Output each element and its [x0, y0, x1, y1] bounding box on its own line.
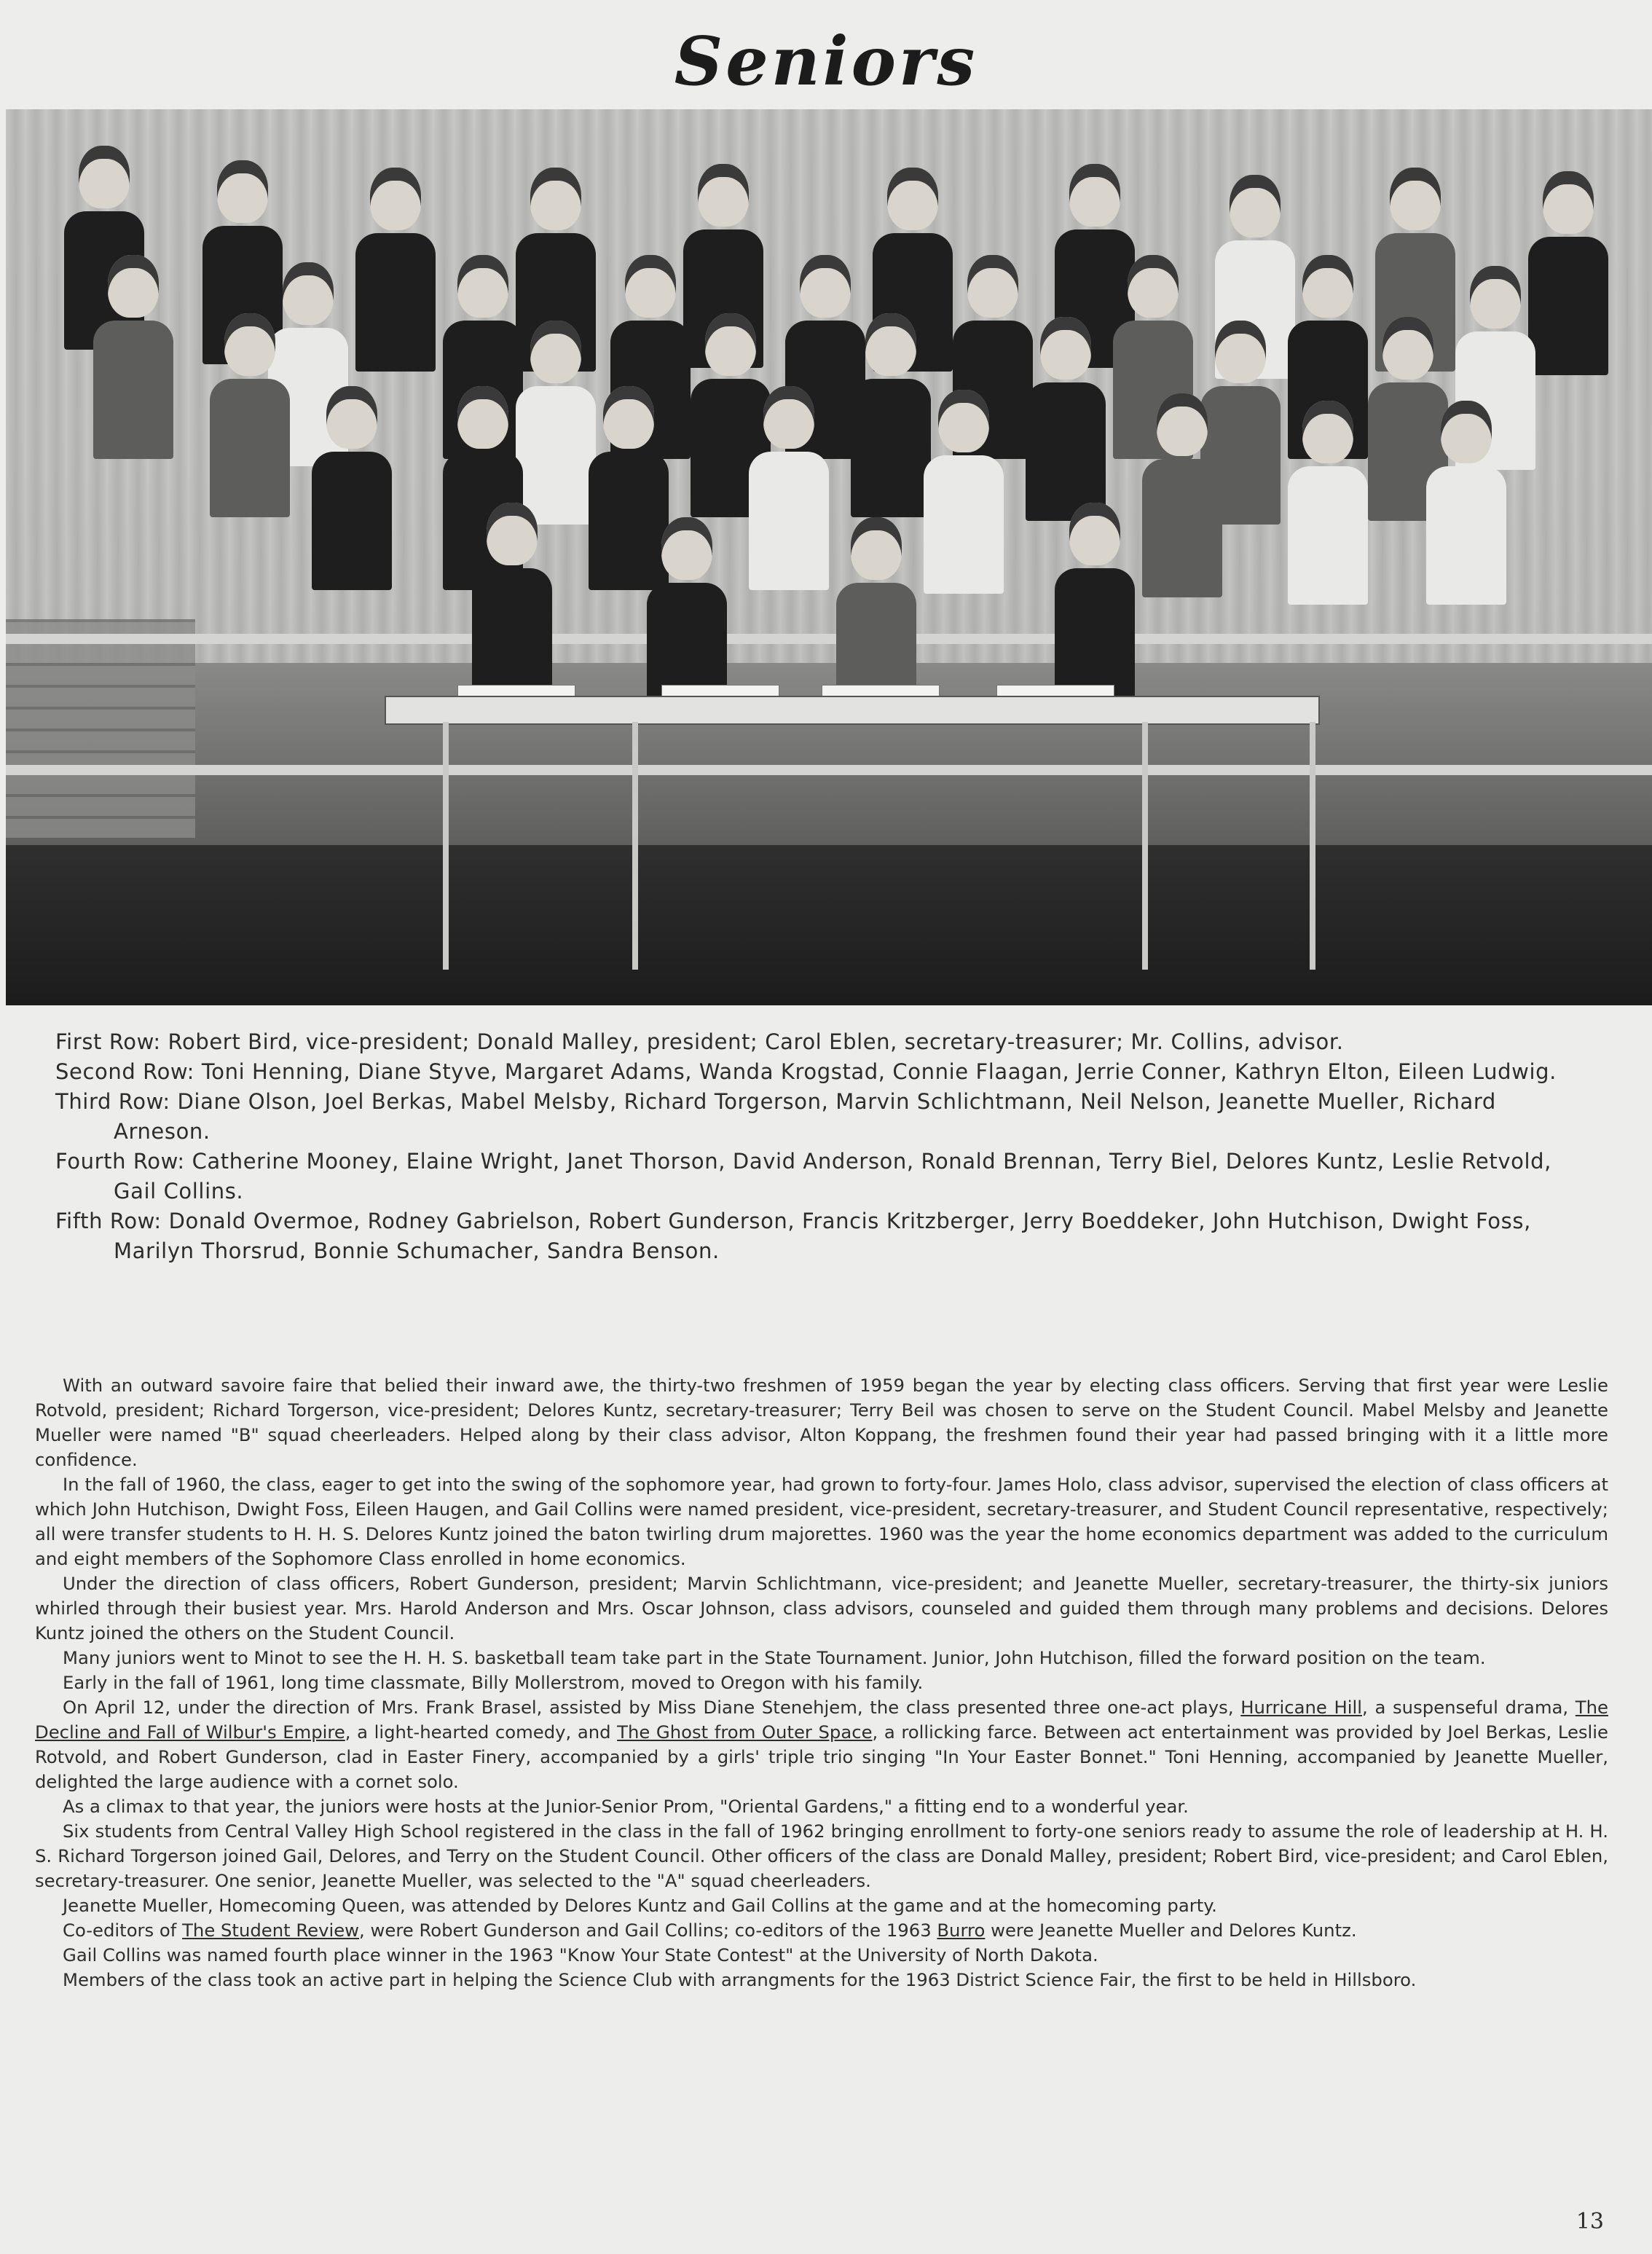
- publication-title: Burro: [937, 1920, 986, 1941]
- paragraph: Six students from Central Valley High School registered in the class in the fall of 1962 bringing enrollment to forty-one seniors ready to assume the role of leadership at H. H. S. Richard Torgerson joined Gail, Delores, and Terry on the Student Council. Other officers of the class are Donald Malley, president; Robert Bird, vice-president; and Carol Eblen, secretary-treasurer. One senior, Jeanette Mueller, was selected to the "A" squad cheerleaders.: [35, 1821, 1608, 1891]
- table-leg: [1142, 722, 1148, 970]
- table-leg: [1310, 722, 1315, 970]
- page-number: 13: [1576, 2209, 1604, 2234]
- play-title: The Ghost from Outer Space: [617, 1721, 873, 1743]
- paragraph: Early in the fall of 1961, long time classmate, Billy Mollerstrom, moved to Oregon with his family.: [63, 1672, 924, 1693]
- student-figure: [749, 386, 829, 590]
- text: Co-editors of: [63, 1920, 183, 1941]
- table: [385, 696, 1320, 725]
- caption-fourth-row: Fourth Row: Catherine Mooney, Elaine Wright, Janet Thorson, David Anderson, Ronald Brennan, Terry Biel, Delores Kuntz, Leslie Retvold, Gail Collins.: [55, 1149, 1551, 1203]
- paragraph: Under the direction of class officers, Robert Gunderson, president; Marvin Schlichtmann, vice-president; and Jeanette Mueller, secretary-treasurer, the thirty-six juniors whirled through their busiest year. Mrs. Harold Anderson and Mrs. Oscar Johnson, class advisors, counseled and guided them through many problems and decisions. Delores Kuntz joined the others on the Student Council.: [35, 1573, 1608, 1644]
- text: , a rollicking farce. Between act entertainment was provided by Joel Berkas, Leslie Rotvold, and Robert Gunderson, clad in Easter Finery, accompanied by a girls' triple trio singing "In Your Easter Bonnet." Toni Henning, accompanied by Jeanette Mueller, delighted the large audience with a cornet solo.: [35, 1721, 1608, 1792]
- table-leg: [632, 722, 638, 970]
- caption-third-row: Third Row: Diane Olson, Joel Berkas, Mabel Melsby, Richard Torgerson, Marvin Schlichtmann, Neil Nelson, Jeanette Mueller, Richard Arneson.: [55, 1089, 1496, 1144]
- text: were Jeanette Mueller and Delores Kuntz.: [985, 1920, 1357, 1941]
- student-figure: [1426, 401, 1506, 605]
- page-title: Seniors: [674, 22, 978, 101]
- paragraph: [35, 1695, 1608, 1794]
- caption-first-row: First Row: Robert Bird, vice-president; Donald Malley, president; Carol Eblen, secretary-treasurer; Mr. Collins, advisor.: [55, 1029, 1344, 1054]
- paragraph: Members of the class took an active part in helping the Science Club with arrangments for the 1963 District Science Fair, the first to be held in Hillsboro.: [63, 1969, 1417, 1990]
- student-figure: [851, 313, 931, 517]
- paragraph: As a climax to that year, the juniors were hosts at the Junior-Senior Prom, "Oriental Gardens," a fitting end to a wonderful year.: [63, 1796, 1189, 1817]
- text: , were Robert Gunderson and Gail Collins; co-editors of the 1963: [359, 1920, 937, 1941]
- advisor-figure: [1055, 503, 1135, 707]
- student-figure: [1026, 317, 1106, 521]
- paragraph: Many juniors went to Minot to see the H. H. S. basketball team take part in the State Tournament. Junior, John Hutchison, filled the forward position on the team.: [63, 1647, 1486, 1668]
- paragraph: With an outward savoire faire that belied their inward awe, the thirty-two freshmen of 1959 began the year by electing class officers. Serving that first year were Leslie Rotvold, president; Richard Torgerson, vice-president; Delores Kuntz, secretary-treasurer; Terry Beil was chosen to serve on the Student Council. Mabel Melsby and Jeanette Mueller were named "B" squad cheerleaders. Helped along by their class advisor, Alton Koppang, the freshmen found their year had passed bringing with it a little more confidence.: [35, 1375, 1608, 1470]
- caption-second-row: Second Row: Toni Henning, Diane Styve, Margaret Adams, Wanda Krogstad, Connie Flaagan, Jerrie Conner, Kathryn Elton, Eileen Ludwig.: [55, 1059, 1557, 1084]
- class-history: [35, 1373, 1608, 1992]
- riser-step: [6, 634, 1652, 644]
- student-figure: [355, 168, 436, 372]
- paragraph: [35, 1918, 1608, 1943]
- photo-caption: [55, 1027, 1600, 1266]
- student-figure: [516, 321, 596, 525]
- text: , a suspenseful drama,: [1362, 1697, 1576, 1718]
- caption-fifth-row: Fifth Row: Donald Overmoe, Rodney Gabrielson, Robert Gunderson, Francis Kritzberger, Jerry Boeddeker, John Hutchison, Dwight Foss, Marilyn Thorsrud, Bonnie Schumacher, Sandra Benson.: [55, 1209, 1531, 1263]
- student-figure: [472, 503, 552, 707]
- class-photo: [6, 109, 1652, 1005]
- student-figure: [1288, 401, 1368, 605]
- paragraph: In the fall of 1960, the class, eager to get into the swing of the sophomore year, had grown to forty-four. James Holo, class advisor, supervised the election of class officers at which John Hutchison, Dwight Foss, Eileen Haugen, and Gail Collins were named president, vice-president, secretary-treasurer, and Student Council representative, respectively; all were transfer students to H. H. S. Delores Kuntz joined the baton twirling drum majorettes. 1960 was the year the home economics department was added to the curriculum and eight members of the Sophomore Class enrolled in home economics.: [35, 1474, 1608, 1569]
- play-title: Hurricane Hill: [1240, 1697, 1363, 1718]
- student-figure: [93, 255, 173, 459]
- brick-wall: [6, 619, 195, 838]
- stage-floor: [6, 845, 1652, 1005]
- table-leg: [443, 722, 449, 970]
- student-figure: [924, 390, 1004, 594]
- publication-title: The Student Review: [182, 1920, 360, 1941]
- student-figure: [210, 313, 290, 517]
- text: , a light-hearted comedy, and: [345, 1721, 618, 1743]
- riser-step: [6, 765, 1652, 775]
- play-title: The Decline and Fall of Wilbur's Empire: [35, 1697, 1608, 1743]
- student-figure: [312, 386, 392, 590]
- paragraph: Gail Collins was named fourth place winner in the 1963 "Know Your State Contest" at the University of North Dakota.: [63, 1944, 1098, 1966]
- student-figure: [1142, 393, 1222, 597]
- text: On April 12, under the direction of Mrs. Frank Brasel, assisted by Miss Diane Stenehjem, the class presented three one-act plays,: [63, 1697, 1241, 1718]
- student-figure: [1528, 171, 1608, 375]
- paragraph: Jeanette Mueller, Homecoming Queen, was attended by Delores Kuntz and Gail Collins at the game and at the homecoming party.: [63, 1895, 1217, 1916]
